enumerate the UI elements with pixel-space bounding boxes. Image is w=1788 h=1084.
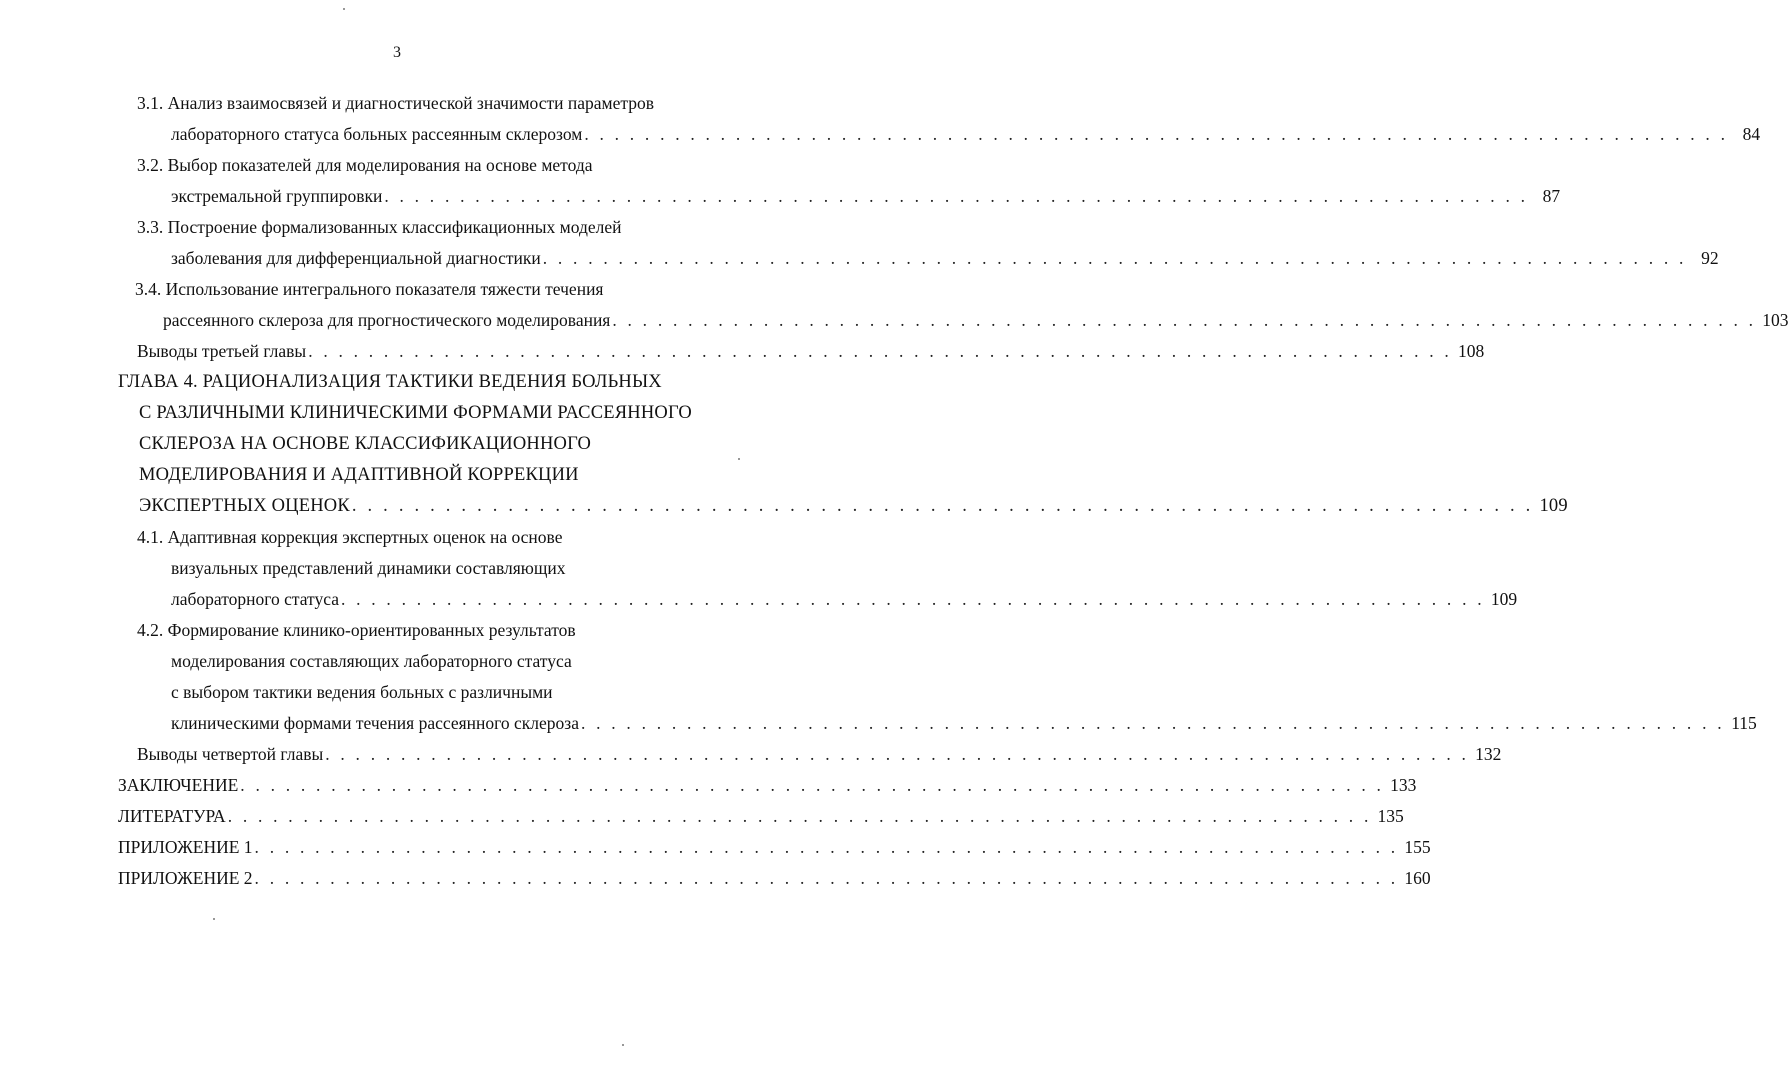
- toc-chapter-4-title: ЭКСПЕРТНЫХ ОЦЕНОК: [139, 496, 350, 516]
- dot-leader: . . . . . . . . . . . . . . . . . . . . . . . . . . . . . . . . . . . . . . . . . . . . . . . . . . . . . . . . . . . . . . . . . . . . . . . . . . . .: [240, 775, 1385, 795]
- toc-entry-4-1-line3: [171, 584, 1518, 615]
- toc-entry-4-2-line3: с выбором тактики ведения больных с различными: [171, 682, 553, 702]
- toc-entry-4-1-page: 109: [1490, 589, 1518, 609]
- toc-entry-4-1-line1: 4.1. Адаптивная коррекция экспертных оценок на основе: [137, 527, 563, 547]
- toc-entry-3-4-line1: 3.4. Использование интегрального показателя тяжести течения: [135, 279, 604, 299]
- scan-speck: [738, 458, 740, 460]
- page-number: 3: [393, 44, 401, 61]
- toc-entry-literature-page: 135: [1377, 806, 1404, 826]
- scan-speck: [213, 918, 215, 920]
- toc-chapter-4-line4: МОДЕЛИРОВАНИЯ И АДАПТИВНОЙ КОРРЕКЦИИ: [139, 465, 579, 485]
- toc-entry-conclusions-4-title: Выводы четвертой главы: [137, 744, 324, 764]
- dot-leader: . . . . . . . . . . . . . . . . . . . . . . . . . . . . . . . . . . . . . . . . . . . . . . . . . . . . . . . . . . . . . . . . . . . . . . . . . . . .: [340, 589, 1485, 609]
- dot-leader: . . . . . . . . . . . . . . . . . . . . . . . . . . . . . . . . . . . . . . . . . . . . . . . . . . . . . . . . . . . . . . . . . . . . . . . . . . . .: [584, 124, 1729, 144]
- toc-entry-3-4-page: 103: [1762, 310, 1788, 330]
- toc-entry-4-2-line2: моделирования составляющих лабораторного статуса: [171, 651, 572, 671]
- toc-entry-4-1-title: лабораторного статуса: [171, 589, 339, 609]
- toc-entry-conclusion-title: ЗАКЛЮЧЕНИЕ: [118, 775, 239, 795]
- dot-leader: . . . . . . . . . . . . . . . . . . . . . . . . . . . . . . . . . . . . . . . . . . . . . . . . . . . . . . . . . . . . . . . . . . . . . . . . . . . .: [580, 713, 1725, 733]
- dot-leader: . . . . . . . . . . . . . . . . . . . . . . . . . . . . . . . . . . . . . . . . . . . . . . . . . . . . . . . . . . . . . . . . . . . . . . . . . . . .: [612, 310, 1757, 330]
- toc-entry-4-2-line4: [171, 708, 1757, 739]
- toc-entry-conclusions-3: [137, 336, 1485, 367]
- toc-chapter-4-page: 109: [1539, 496, 1568, 516]
- toc-entry-conclusion-page: 133: [1390, 775, 1417, 795]
- toc-entry-3-1-page: 84: [1742, 124, 1761, 144]
- toc-entry-3-1-line1: 3.1. Анализ взаимосвязей и диагностической значимости параметров: [137, 93, 654, 113]
- toc-entry-3-2-line2: [171, 181, 1561, 212]
- toc-entry-appendix-2-title: ПРИЛОЖЕНИЕ 2: [118, 868, 253, 888]
- toc-entry-4-1-line2: визуальных представлений динамики составляющих: [171, 558, 566, 578]
- scan-speck: [343, 8, 345, 10]
- toc-entry-4-2-page: 115: [1731, 713, 1757, 733]
- toc-entry-4-2-title: клиническими формами течения рассеянного склероза: [171, 713, 579, 733]
- toc-chapter-4-line5: [139, 491, 1568, 522]
- toc-entry-3-1-title: лабораторного статуса больных рассеянным склерозом: [171, 124, 583, 144]
- toc-entry-literature: [118, 801, 1404, 832]
- toc-entry-3-3-line2: [171, 243, 1719, 274]
- toc-entry-literature-title: ЛИТЕРАТУРА: [118, 806, 226, 826]
- toc-entry-4-2-line1: 4.2. Формирование клинико-ориентированных результатов: [137, 620, 576, 640]
- scan-speck: [622, 1044, 624, 1046]
- toc-entry-appendix-1-title: ПРИЛОЖЕНИЕ 1: [118, 837, 253, 857]
- toc-entry-3-2-title: экстремальной группировки: [171, 186, 383, 206]
- dot-leader: . . . . . . . . . . . . . . . . . . . . . . . . . . . . . . . . . . . . . . . . . . . . . . . . . . . . . . . . . . . . . . . . . . . . . . . . . . . .: [308, 341, 1453, 361]
- toc-entry-3-3-page: 92: [1701, 248, 1719, 268]
- toc-entry-3-4-line2: [163, 305, 1788, 336]
- toc-entry-3-2-page: 87: [1542, 186, 1561, 206]
- dot-leader: . . . . . . . . . . . . . . . . . . . . . . . . . . . . . . . . . . . . . . . . . . . . . . . . . . . . . . . . . . . . . . . . . . . . . . . . . . . .: [325, 744, 1470, 764]
- toc-chapter-4-line2: С РАЗЛИЧНЫМИ КЛИНИЧЕСКИМИ ФОРМАМИ РАССЕЯННОГО: [139, 403, 692, 423]
- toc-entry-3-1-line2: [171, 119, 1761, 150]
- dot-leader: . . . . . . . . . . . . . . . . . . . . . . . . . . . . . . . . . . . . . . . . . . . . . . . . . . . . . . . . . . . . . . . . . . . . . . . . . . . .: [384, 186, 1529, 206]
- dot-leader: . . . . . . . . . . . . . . . . . . . . . . . . . . . . . . . . . . . . . . . . . . . . . . . . . . . . . . . . . . . . . . . . . . . . . . . . . . . .: [227, 806, 1372, 826]
- toc-entry-conclusions-4-page: 132: [1475, 744, 1502, 764]
- toc-chapter-4-line3: СКЛЕРОЗА НА ОСНОВЕ КЛАССИФИКАЦИОННОГО: [139, 434, 592, 454]
- toc-entry-3-3-line1: 3.3. Построение формализованных классификационных моделей: [137, 217, 622, 237]
- toc-entry-3-2-line1: 3.2. Выбор показателей для моделирования на основе метода: [137, 155, 593, 175]
- toc-entry-3-4-title: рассеянного склероза для прогностического моделирования: [163, 310, 611, 330]
- dot-leader: . . . . . . . . . . . . . . . . . . . . . . . . . . . . . . . . . . . . . . . . . . . . . . . . . . . . . . . . . . . . . . . . . . . . . . . . . . . .: [542, 248, 1687, 268]
- dot-leader: . . . . . . . . . . . . . . . . . . . . . . . . . . . . . . . . . . . . . . . . . . . . . . . . . . . . . . . . . . . . . . . . . . . . . . . . . . . .: [351, 496, 1534, 516]
- toc-entry-conclusions-3-title: Выводы третьей главы: [137, 341, 307, 361]
- toc-entry-appendix-1: [118, 832, 1431, 863]
- toc-chapter-4-line1: ГЛАВА 4. РАЦИОНАЛИЗАЦИЯ ТАКТИКИ ВЕДЕНИЯ БОЛЬНЫХ: [118, 372, 662, 392]
- dot-leader: . . . . . . . . . . . . . . . . . . . . . . . . . . . . . . . . . . . . . . . . . . . . . . . . . . . . . . . . . . . . . . . . . . . . . . . . . . . .: [254, 837, 1399, 857]
- toc-entry-appendix-2-page: 160: [1404, 868, 1431, 888]
- toc-entry-conclusion: [118, 770, 1417, 801]
- toc-entry-appendix-1-page: 155: [1404, 837, 1431, 857]
- toc-entry-appendix-2: [118, 863, 1431, 894]
- toc-entry-3-3-title: заболевания для дифференциальной диагностики: [171, 248, 541, 268]
- toc-entry-conclusions-4: [137, 739, 1502, 770]
- dot-leader: . . . . . . . . . . . . . . . . . . . . . . . . . . . . . . . . . . . . . . . . . . . . . . . . . . . . . . . . . . . . . . . . . . . . . . . . . . . .: [254, 868, 1399, 888]
- toc-entry-conclusions-3-page: 108: [1458, 341, 1485, 361]
